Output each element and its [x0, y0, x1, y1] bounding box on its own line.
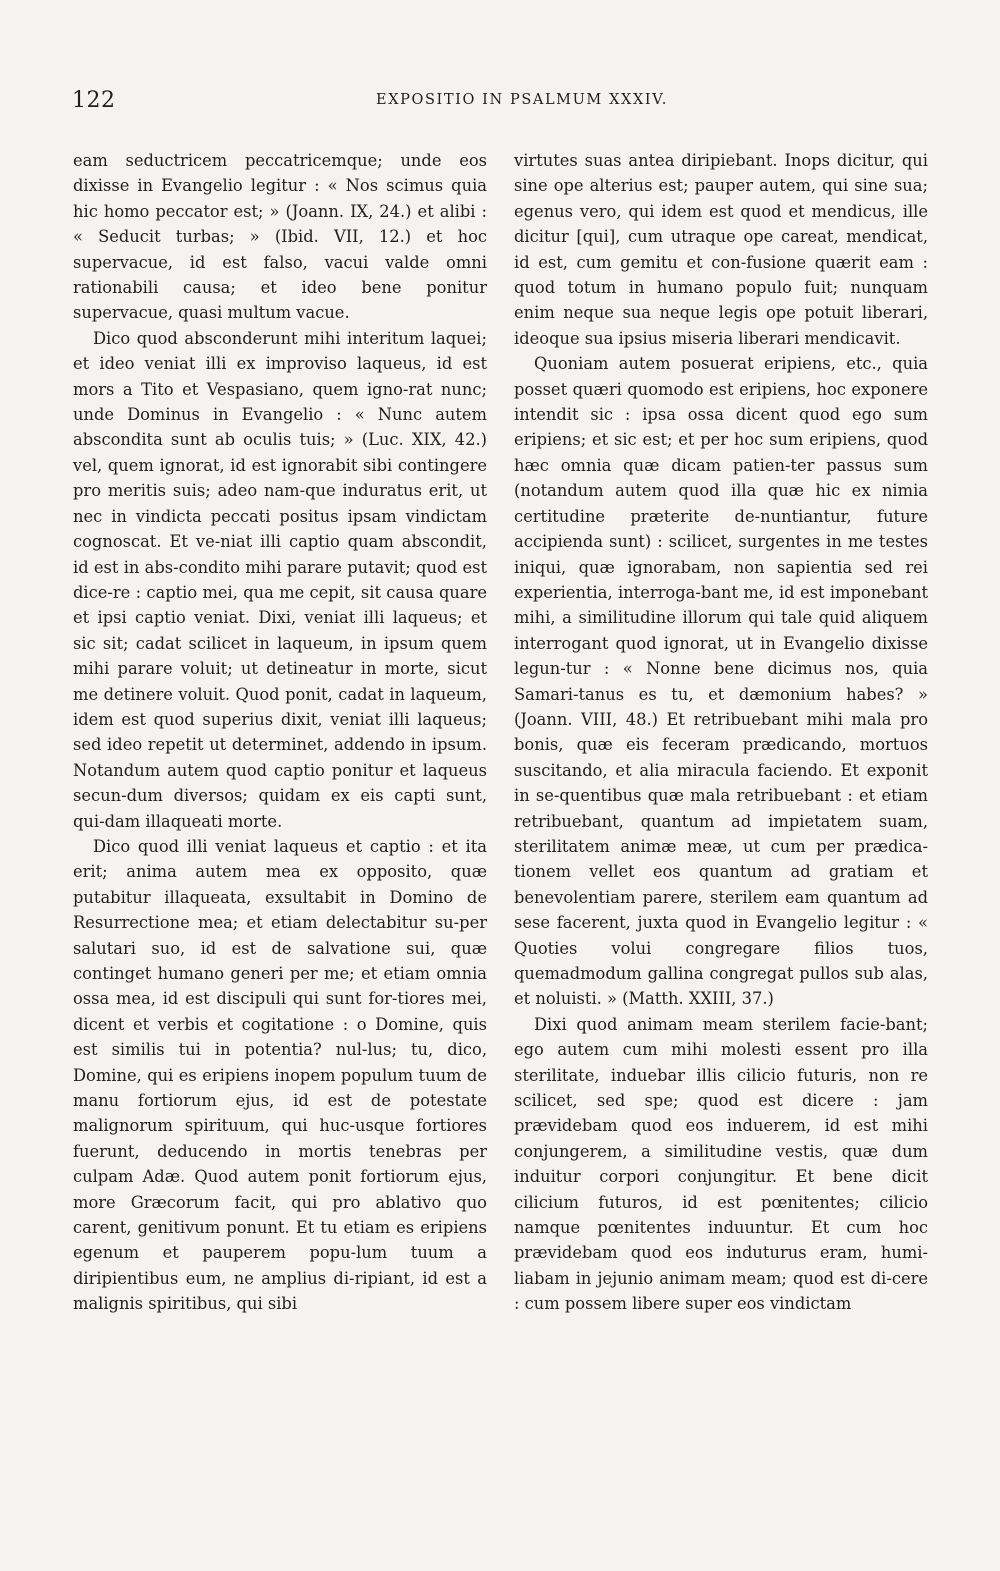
- paragraph: Dixi quod animam meam sterilem facie-bant; ego autem cum mihi molesti essent pro illa sterilitate, induebar illis cilicio futuris, non re scilicet, sed spe; quod est dicere : jam prævidebam quod eos induerem, id est mihi conjungerem, a similitudine vestis, quæ dum induitur corpori conjungitur. Et bene dicit cilicium futuros, id est pœnitentes; cilicio namque pœnitentes induuntur. Et cum hoc prævidebam quod eos induturus eram, humi-liabam in jejunio animam meam; quod est di-cere : cum possem libere super eos vindictam: [514, 1014, 928, 1314]
- paragraph: virtutes suas antea diripiebant. Inops dicitur, qui sine ope alterius est; pauper autem, qui sine sua; egenus vero, qui idem est quod et mendicus, ille dicitur [qui], cum utraque ope careat, mendicat, id est, cum gemitu et con-fusione quærit eam : quod totum in humano populo fuit; nunquam enim neque sua neque legis ope potuit liberari, ideoque sua ipsius miseria liberari mendicavit.: [514, 151, 928, 348]
- page-header: [72, 88, 930, 118]
- right-column: [514, 148, 928, 1317]
- paragraph: eam seductricem peccatricemque; unde eos dixisse in Evangelio legitur : « Nos scimus quia hic homo peccator est; » (Joann. IX, 24.) et alibi : « Seducit turbas; » (Ibid. VII, 12.) et hoc supervacue, id est falso, vacui valde omni rationabili causa; et ideo bene ponitur supervacue, quasi multum vacue.: [73, 151, 487, 323]
- paragraph: Quoniam autem posuerat eripiens, etc., quia posset quæri quomodo est eripiens, hoc exponere intendit sic : ipsa ossa dicent quod ego sum eripiens; et sic est; et per hoc sum eripiens, quod hæc omnia quæ dicam patien-ter passus sum (notandum autem quod illa quæ hic ex nimia certitudine præterite de-nuntiantur, future accipienda sunt) : scilicet, surgentes in me testes iniqui, quæ ignorabam, non sapientia sed rei experientia, interroga-bant me, id est imponebant mihi, a similitudine illorum qui tale quid aliquem interrogant quod ignorat, ut in Evangelio dixisse legun-tur : « Nonne bene dicimus nos, quia Samari-tanus es tu, et dæmonium habes? » (Joann. VIII, 48.) Et retribuebant mihi mala pro bonis, quæ eis feceram prædicando, mortuos suscitando, et alia miracula faciendo. Et exponit in se-quentibus quæ mala retribuebant : et etiam retribuebant, quantum ad impietatem suam, sterilitatem animæ meæ, ut cum per prædica-tionem vellet eos quantum ad gratiam et benevolentiam parere, sterilem eam quantum ad sese facerent, juxta quod in Evangelio legitur : « Quoties volui congregare filios tuos, quemadmodum gallina congregat pullos sub alas, et noluisti. » (Matth. XXIII, 37.): [514, 354, 928, 1009]
- left-column: [73, 148, 487, 1317]
- running-head: EXPOSITIO IN PSALMUM XXXIV.: [376, 92, 668, 108]
- paragraph: Dico quod absconderunt mihi interitum laquei; et ideo veniat illi ex improviso laqueus, id est mors a Tito et Vespasiano, quem igno-rat nunc; unde Dominus in Evangelio : « Nunc autem abscondita sunt ab oculis tuis; » (Luc. XIX, 42.) vel, quem ignorat, id est ignorabit sibi contingere pro meritis suis; adeo nam-que induratus erit, ut nec in vindicta peccati positus ipsam vindictam cognoscat. Et ve-niat illi captio quam abscondit, id est in abs-condito mihi parare putavit; quod est dice-re : captio mei, qua me cepit, sit causa quare et ipsi captio veniat. Dixi, veniat illi laqueus; et sic sit; cadat scilicet in laqueum, in ipsum quem mihi parare voluit; ut detineatur in morte, sicut me detinere voluit. Quod ponit, cadat in laqueum, idem est quod superius dixit, veniat illi laqueus; sed ideo repetit ut determinet, addendo in ipsum. Notandum autem quod captio ponitur et laqueus secun-dum diversos; quidam ex eis capti sunt, qui-dam illaqueati morte.: [73, 328, 487, 831]
- paragraph: Dico quod illi veniat laqueus et captio : et ita erit; anima autem mea ex opposito, quæ putabitur illaqueata, exsultabit in Domino de Resurrectione mea; et etiam delectabitur su-per salutari suo, id est de salvatione sui, quæ continget humano generi per me; et etiam omnia ossa mea, id est discipuli qui sunt for-tiores mei, dicent et verbis et cogitatione : o Domine, quis est similis tui in potentia? nul-lus; tu, dico, Domine, qui es eripiens inopem populum tuum de manu fortiorum ejus, id est de potestate malignorum spirituum, qui huc-usque fortiores fuerunt, deducendo in mortis tenebras per culpam Adæ. Quod autem ponit fortiorum ejus, more Græcorum facit, qui pro ablativo quo carent, genitivum ponunt. Et tu etiam es eripiens egenum et pauperem popu-lum tuum a diripientibus eum, ne amplius di-ripiant, id est a malignis spiritibus, qui sibi: [73, 836, 487, 1314]
- page-number: 122: [72, 88, 116, 113]
